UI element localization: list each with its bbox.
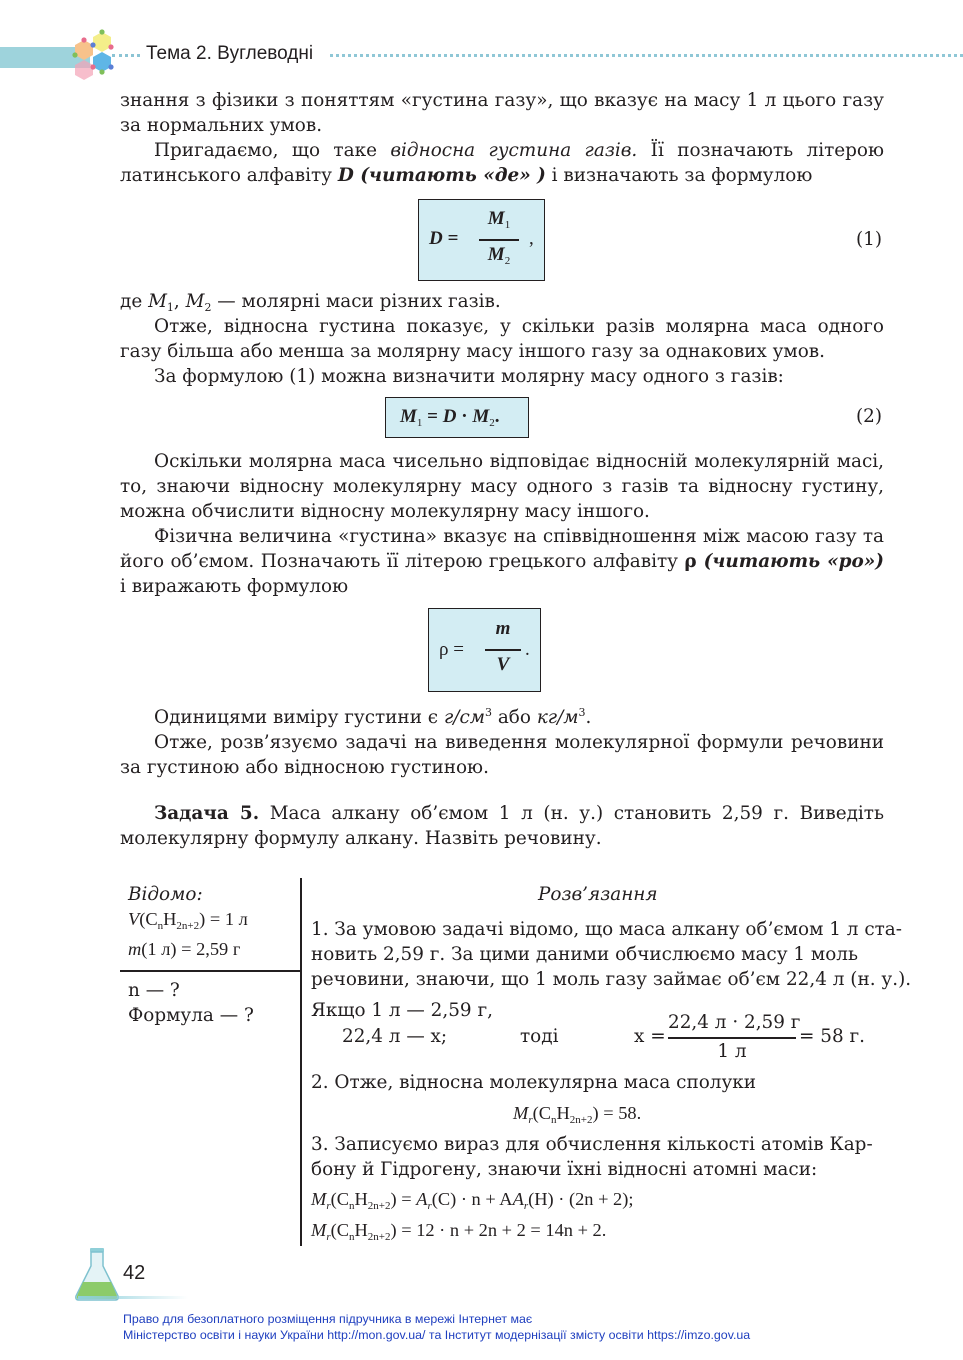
solution-step-3-formula-1: $M_r(C_nH_{2n+2}) = A_r(C) \cdot n + AA_r(H) \cdot (2n + 2)$; bbox=[311, 1189, 634, 1212]
solution-x-lhs: x = bbox=[634, 1026, 666, 1047]
formula-1-lhs: D = bbox=[429, 228, 459, 249]
equation-number-1: (1) bbox=[856, 229, 883, 250]
formula-3-period: . bbox=[525, 639, 530, 660]
solution-step-1-line-5: 22,4 л — x; bbox=[342, 1026, 448, 1047]
molecule-logo-icon bbox=[62, 28, 126, 86]
given-heading: Відомо: bbox=[128, 884, 203, 905]
footer-rights-line-2: Міністерство освіти і науки України http://mon.gov.ua/ та Інститут модернізації змісту освіти https://imzo.gov.ua bbox=[123, 1328, 751, 1342]
equation-number-2: (2) bbox=[856, 406, 883, 427]
solution-heading: Розв’язання bbox=[538, 884, 658, 905]
table-divider-horizontal bbox=[120, 970, 301, 972]
header-dots bbox=[112, 54, 140, 57]
solution-step-1-line-1: 1. За умовою задачі відомо, що маса алкану об’ємом 1 л ста- bbox=[311, 919, 902, 940]
formula-1-comma: , bbox=[529, 228, 534, 249]
chapter-title: Тема 2. Вуглеводні bbox=[146, 43, 314, 64]
solution-x-numerator: 22,4 л · 2,59 г bbox=[668, 1012, 801, 1033]
paragraph-2: Пригадаємо, що таке відносна густина газів. Її позначають літерою латинського алфавіту D (читають «де» ) і визначають за формулою bbox=[120, 140, 884, 186]
solution-step-1-line-3: речовини, знаючи, що 1 моль газу займає об’єм 22,4 л (н. у.). bbox=[311, 969, 912, 990]
page-number: 42 bbox=[123, 1262, 146, 1284]
solution-step-1-line-4: Якщо 1 л — 2,59 г, bbox=[311, 1000, 493, 1021]
solution-then: тоді bbox=[520, 1026, 559, 1047]
task-5: Задача 5. Маса алкану об’ємом 1 л (н. у.) становить 2,59 г. Виведіть молекулярну формулу алкану. Назвіть речовину. bbox=[120, 803, 884, 849]
formula-2: $M_1 = D \cdot M_2$. bbox=[400, 406, 500, 429]
formula-1-bar bbox=[479, 239, 519, 241]
formula-box-2 bbox=[385, 397, 529, 438]
solution-step-2-line-1: 2. Отже, відносна молекулярна маса сполуки bbox=[311, 1072, 757, 1093]
paragraph-3: де $M_1$, $M_2$ — молярні маси різних газів. bbox=[120, 291, 501, 314]
solution-step-3-line-1: 3. Записуємо вираз для обчислення кількості атомів Кар- bbox=[311, 1134, 873, 1155]
find-formula: Формула — ? bbox=[128, 1005, 254, 1026]
given-mass: m(1 л) = 2,59 г bbox=[128, 939, 241, 959]
solution-step-3-formula-2: $M_r(C_nH_{2n+2}) = 12 \cdot n + 2n + 2 = 14n + 2$. bbox=[311, 1220, 607, 1243]
formula-3-bar bbox=[485, 649, 521, 651]
formula-3-numerator: m bbox=[495, 618, 511, 639]
paragraph-7: Фізична величина «густина» вказує на співвідношення між масою газу та його об’ємом. Позначають її літерою грецького алфавіту ρ (читають «ро») і виражають формулою bbox=[120, 526, 884, 597]
solution-step-1-line-2: новить 2,59 г. За цими даними обчислюємо масу 1 моль bbox=[311, 944, 858, 965]
paragraph-1: знання з фізики з поняттям «густина газу», що вказує на масу 1 л цього газу за нормальних умов. bbox=[120, 90, 884, 136]
footer-line bbox=[78, 1296, 188, 1299]
flask-icon bbox=[72, 1246, 122, 1302]
paragraph-6: Оскільки молярна маса чисельно відповідає відносній молекулярній масі, то, знаючи відносну молекулярну масу одного з газів та відносну густину, можна обчислити відносну молекулярну масу іншого. bbox=[120, 451, 884, 522]
formula-1-denominator: $M_2$ bbox=[487, 244, 511, 267]
solution-x-denominator: 1 л bbox=[717, 1041, 747, 1062]
solution-x-result: = 58 г. bbox=[799, 1026, 865, 1047]
formula-box-3 bbox=[428, 608, 541, 692]
paragraph-5: За формулою (1) можна визначити молярну масу одного з газів: bbox=[154, 366, 784, 387]
formula-1-numerator: $M_1$ bbox=[487, 208, 511, 231]
header-dots-right bbox=[330, 54, 963, 57]
find-n: n — ? bbox=[128, 980, 180, 1001]
formula-3-lhs: ρ = bbox=[439, 639, 464, 660]
paragraph-9: Отже, розв’язуємо задачі на виведення молекулярної формули речовини за густиною або відносною густиною. bbox=[120, 732, 884, 778]
solution-step-3-line-2: бону й Гідрогену, знаючи їхні відносні атомні маси: bbox=[311, 1159, 818, 1180]
paragraph-8: Одиницями виміру густини є $г/см^3$ або $кг/м^3$. bbox=[154, 706, 592, 728]
given-volume: $V(C_nH_{2n+2}) = 1$ л bbox=[128, 909, 248, 932]
table-divider-vertical bbox=[300, 878, 302, 1246]
footer-rights-line-1: Право для безоплатного розміщення підручника в мережі Інтернет має bbox=[123, 1312, 533, 1326]
solution-step-2-formula: $M_r(C_nH_{2n+2}) = 58$. bbox=[513, 1103, 642, 1126]
paragraph-4: Отже, відносна густина показує, у скільки разів молярна маса одного газу більша або менша за молярну масу іншого газу за однакових умов. bbox=[120, 316, 884, 362]
formula-3-denominator: V bbox=[496, 654, 510, 675]
formula-box-1 bbox=[418, 199, 545, 281]
